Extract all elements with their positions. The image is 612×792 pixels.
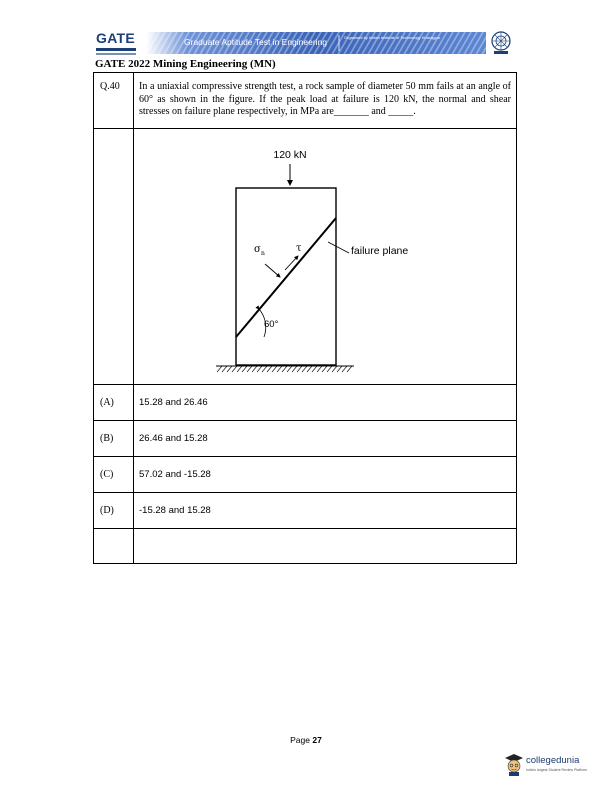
shear-stress-arrow [285, 256, 298, 270]
option-label-a: (A) [100, 397, 114, 408]
banner-organizer: Organised by Indian Institute of Technology Kharagpur [344, 35, 441, 40]
option-text-c: 57.02 and -15.28 [139, 469, 211, 480]
option-text-b: 26.46 and 15.28 [139, 433, 208, 444]
question-text: In a uniaxial compressive strength test, a rock sample of diameter 50 mm fails at an angle of 60° as shown in the figure. If the peak load at failure is 120 kN, the normal and shear stresses on failure plane respectively, in MPa are_______ and _____. [139, 81, 511, 117]
gate-logo-text: GATE [96, 30, 136, 46]
option-text-a: 15.28 and 26.46 [139, 397, 208, 408]
question-row [94, 73, 516, 129]
ground-hatching [217, 366, 352, 372]
collegedunia-logo [504, 752, 594, 778]
gate-logo-bar [96, 48, 136, 51]
option-text-d: -15.28 and 15.28 [139, 505, 211, 516]
normal-stress-subscript: n [261, 250, 265, 257]
option-row-d [94, 493, 516, 529]
failure-plane-line [236, 218, 336, 337]
brand-name: collegedunia [526, 755, 580, 766]
banner-title: Graduate Aptitude Test in Engineering [184, 37, 328, 47]
load-label: 120 kN [273, 149, 307, 161]
option-row-c [94, 457, 516, 493]
option-row-a [94, 385, 516, 421]
gate-banner [146, 32, 486, 54]
page-number [0, 735, 612, 745]
subject-title: GATE 2022 Mining Engineering (MN) [95, 58, 276, 70]
normal-stress-symbol: σ [254, 244, 261, 255]
exam-header [96, 28, 518, 58]
option-row-b [94, 421, 516, 457]
question-number: Q.40 [100, 81, 120, 92]
gate-logo [96, 30, 140, 58]
shear-stress-symbol: τ [296, 243, 302, 254]
option-label-b: (B) [100, 433, 114, 444]
failure-plane-label: failure plane [351, 245, 409, 257]
angle-label: 60° [264, 319, 279, 330]
brand-tagline: India's largest Student Review Platform [526, 768, 587, 772]
graduate-mascot-icon [504, 752, 524, 776]
page-label: Page [290, 735, 310, 745]
option-label-d: (D) [100, 505, 114, 516]
failure-plane-leader [328, 242, 349, 253]
iit-kharagpur-emblem-icon [488, 30, 514, 56]
option-label-c: (C) [100, 469, 114, 480]
gate-logo-subline [96, 53, 136, 55]
normal-stress-arrow [265, 264, 280, 277]
empty-row [94, 529, 516, 563]
rock-sample-figure [213, 140, 433, 380]
page-number-value: 27 [312, 735, 322, 745]
